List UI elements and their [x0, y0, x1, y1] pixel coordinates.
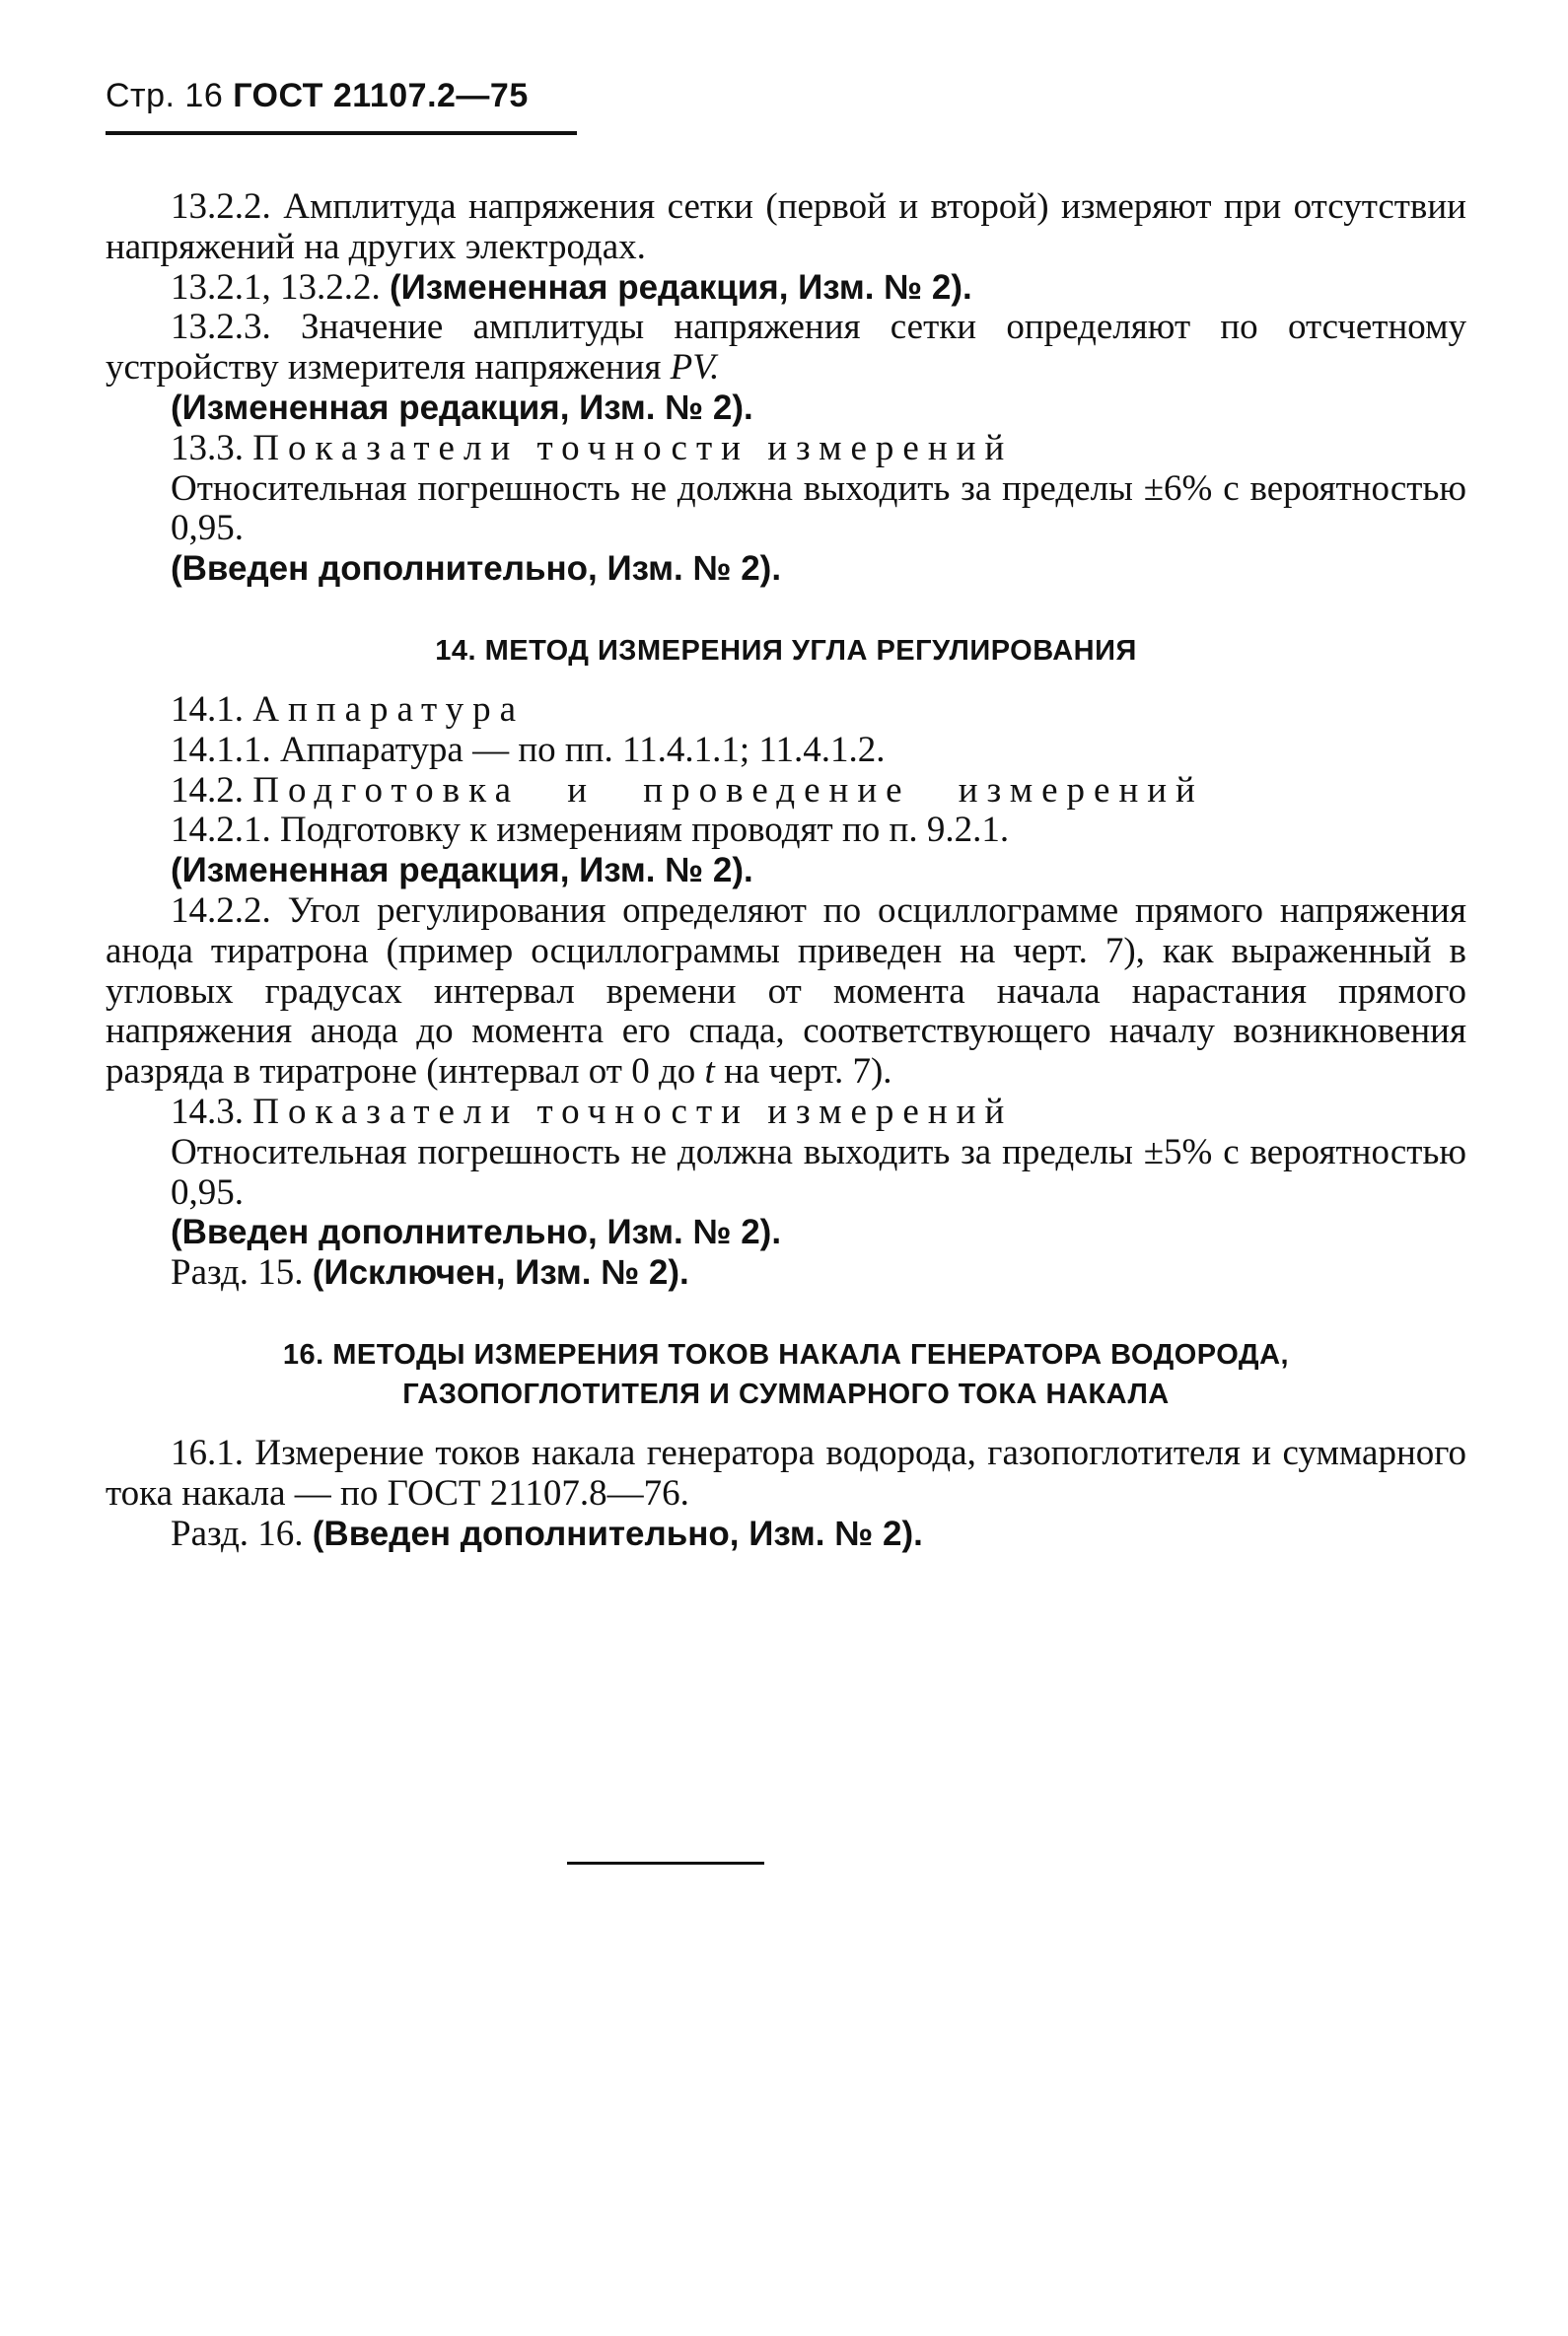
subsection-number: 14.1.	[171, 688, 244, 730]
amendment-note-14-3	[106, 1213, 1466, 1253]
subsection-title-14-2	[106, 771, 1466, 812]
page-header	[106, 77, 529, 115]
paragraph-14-2-2	[106, 891, 1466, 1093]
amendment-note-14-2-1	[106, 851, 1466, 891]
accuracy-paragraph-13-3: Относительная погрешность не должна выходить за пределы ±6% с вероятностью 0,95.	[171, 467, 1466, 549]
amendment-text: (Измененная редакция, Изм. № 2).	[171, 851, 753, 890]
section-ref: Разд. 16.	[171, 1513, 304, 1554]
section-heading-16	[106, 1335, 1466, 1414]
amendment-note-13-2-3	[106, 389, 1466, 429]
subsection-title: Показатели точности измерений	[252, 427, 1014, 468]
amendment-ref: 13.2.1, 13.2.2.	[171, 266, 381, 308]
paragraph-14-1-1: 14.1.1. Аппаратура — по пп. 11.4.1.1; 11.4.1.2.	[171, 729, 886, 770]
amendment-text: (Измененная редакция, Изм. № 2).	[171, 388, 753, 427]
paragraph-13-2-3	[106, 308, 1466, 389]
page-number-label: Стр. 16	[106, 77, 224, 114]
subsection-title: Показатели точности измерений	[252, 1091, 1014, 1132]
document-body	[106, 187, 1466, 1554]
amendment-text: (Введен дополнительно, Изм. № 2).	[171, 549, 782, 589]
subsection-number: 14.2.	[171, 769, 244, 811]
section-15-note	[106, 1253, 1466, 1294]
subsection-title-14-3	[106, 1093, 1466, 1133]
amendment-text: (Введен дополнительно, Изм. № 2).	[312, 1514, 923, 1553]
paragraph-text: 14.2.2. Угол регулирования определяют по осциллограмме прямого напряжения анода тиратрона (пример осциллограммы приведен на черт. 7), как выраженный в угловых градусах интервал времени от момента начала нарастания прямого напряжения анода до момента его спада, соответствующего началу возникновения разряда в тиратроне (интервал от 0 до	[106, 889, 1466, 1093]
section-heading-14: 14. МЕТОД ИЗМЕРЕНИЯ УГЛА РЕГУЛИРОВАНИЯ	[435, 634, 1137, 667]
standard-number: ГОСТ 21107.2—75	[233, 77, 529, 114]
variable-pv: PV.	[670, 347, 720, 389]
heading-line-2: ГАЗОПОГЛОТИТЕЛЯ И СУММАРНОГО ТОКА НАКАЛА	[402, 1378, 1170, 1410]
heading-line-1: 16. МЕТОДЫ ИЗМЕРЕНИЯ ТОКОВ НАКАЛА ГЕНЕРАТОРА ВОДОРОДА,	[282, 1338, 1290, 1371]
amendment-text: (Исключен, Изм. № 2).	[312, 1253, 689, 1293]
amendment-text: (Введен дополнительно, Изм. № 2).	[171, 1213, 782, 1252]
paragraph-13-2-2: 13.2.2. Амплитуда напряжения сетки (первой и второй) измеряют при отсутствии напряжений на других электродах.	[106, 186, 1466, 267]
amendment-note-13-2-1	[106, 268, 1466, 309]
amendment-text: (Измененная редакция, Изм. № 2).	[390, 267, 972, 307]
paragraph-text: 13.2.3. Значение амплитуды напряжения сетки определяют по отсчетному устройству измерителя напряжения	[106, 307, 1466, 389]
subsection-title-14-1	[106, 690, 1466, 731]
section-ref: Разд. 15.	[171, 1252, 304, 1294]
paragraph-14-2-1: 14.2.1. Подготовку к измерениям проводят по п. 9.2.1.	[171, 810, 1010, 851]
amendment-note-13-3	[106, 549, 1466, 590]
section-16-note	[106, 1515, 1466, 1555]
header-rule	[106, 131, 577, 135]
subsection-title: Аппаратура	[252, 688, 526, 730]
subsection-number: 14.3.	[171, 1091, 244, 1132]
paragraph-tail: на черт. 7).	[724, 1051, 892, 1093]
variable-t: t	[704, 1051, 715, 1093]
subsection-title: Подготовка и проведение измерений	[252, 769, 1204, 811]
end-of-text-rule	[567, 1862, 764, 1865]
paragraph-16-1: 16.1. Измерение токов накала генератора водорода, газопоглотителя и суммарного тока накала — по ГОСТ 21107.8—76.	[106, 1432, 1466, 1514]
subsection-number: 13.3.	[171, 427, 244, 468]
subsection-title-13-3	[106, 429, 1466, 469]
accuracy-paragraph-14-3: Относительная погрешность не должна выходить за пределы ±5% с вероятностью 0,95.	[171, 1131, 1466, 1213]
